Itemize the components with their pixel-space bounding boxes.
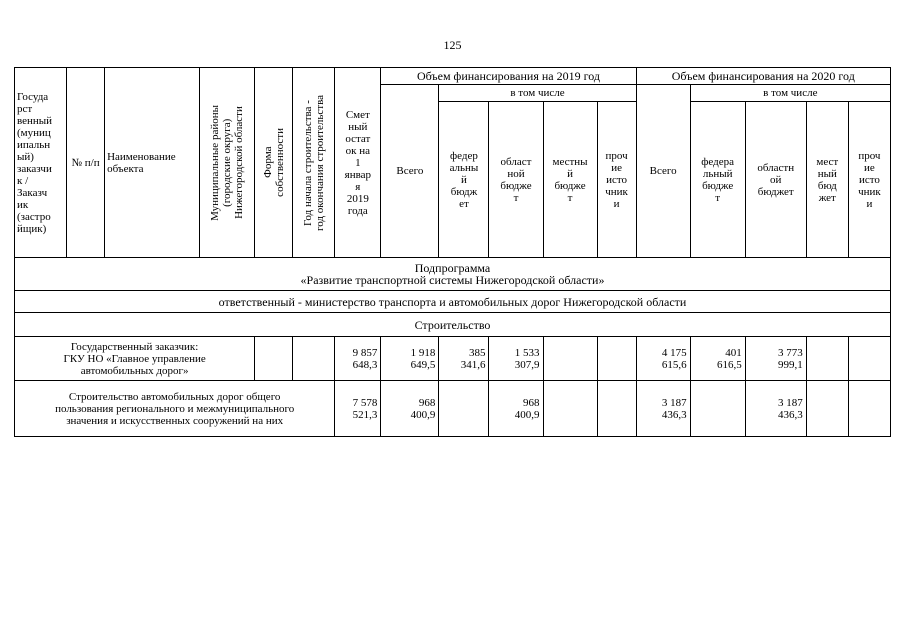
table-row: [15, 337, 891, 381]
header-fin-2019: Объем финансирования на 2019 год: [381, 68, 636, 85]
header-municipal: Муниципальные районы (городские округа) Нижегородской области: [200, 68, 255, 258]
financing-table: [14, 67, 891, 437]
cell-reg-2019: 968 400,9: [489, 381, 543, 437]
header-ownership: Форма собственности: [255, 68, 293, 258]
table-row: [15, 381, 891, 437]
header-incl-2019: в том числе: [439, 85, 636, 102]
cell-fed-2019: 385 341,6: [439, 337, 489, 381]
construction-row: Строительство: [15, 313, 891, 337]
row-name: Государственный заказчик: ГКУ НО «Главное управление автомобильных дорог»: [15, 337, 255, 381]
cell-total-2019: 968 400,9: [381, 381, 439, 437]
header-object-name: Наименование объекта: [105, 68, 200, 258]
cell-reg-2020: 3 773 999,1: [745, 337, 806, 381]
header-customer: Госуда рст венный (муниц ипальн ый) заказчи к / Заказч ик (застро йщик): [15, 68, 67, 258]
header-reg-2019: област ной бюдже т: [489, 102, 543, 258]
header-fed-2020: федера льный бюдже т: [690, 102, 745, 258]
header-oth-2020: проч ие исто чник и: [848, 102, 890, 258]
cell-reg-2019: 1 533 307,9: [489, 337, 543, 381]
header-fed-2019: федер альны й бюдж ет: [439, 102, 489, 258]
row-name: Строительство автомобильных дорог общего пользования регионального и межмуниципального значения и искусственных сооружений на них: [15, 381, 335, 437]
header-num: № п/п: [67, 68, 105, 258]
header-total-2020: Всего: [636, 85, 690, 258]
header-incl-2020: в том числе: [690, 85, 890, 102]
cell-total-2020: 4 175 615,6: [636, 337, 690, 381]
header-years: Год начала строительства - год окончания строительства: [293, 68, 335, 258]
header-estimate: Смет ный остат ок на 1 январ я 2019 года: [335, 68, 381, 258]
header-oth-2019: проч ие исто чник и: [597, 102, 636, 258]
responsible-row: ответственный - министерство транспорта и автомобильных дорог Нижегородской области: [15, 291, 891, 313]
subprogram-title: Подпрограмма «Развитие транспортной системы Нижегородской области»: [15, 258, 891, 291]
header-total-2019: Всего: [381, 85, 439, 258]
page-number: 125: [443, 38, 462, 52]
cell-fed-2020: 401 616,5: [690, 337, 745, 381]
cell-estimate: 7 578 521,3: [335, 381, 381, 437]
header-loc-2019: местны й бюдже т: [543, 102, 597, 258]
header-loc-2020: мест ный бюд жет: [806, 102, 848, 258]
header-fin-2020: Объем финансирования на 2020 год: [636, 68, 890, 85]
cell-estimate: 9 857 648,3: [335, 337, 381, 381]
cell-total-2020: 3 187 436,3: [636, 381, 690, 437]
header-reg-2020: областн ой бюджет: [745, 102, 806, 258]
cell-reg-2020: 3 187 436,3: [745, 381, 806, 437]
cell-total-2019: 1 918 649,5: [381, 337, 439, 381]
